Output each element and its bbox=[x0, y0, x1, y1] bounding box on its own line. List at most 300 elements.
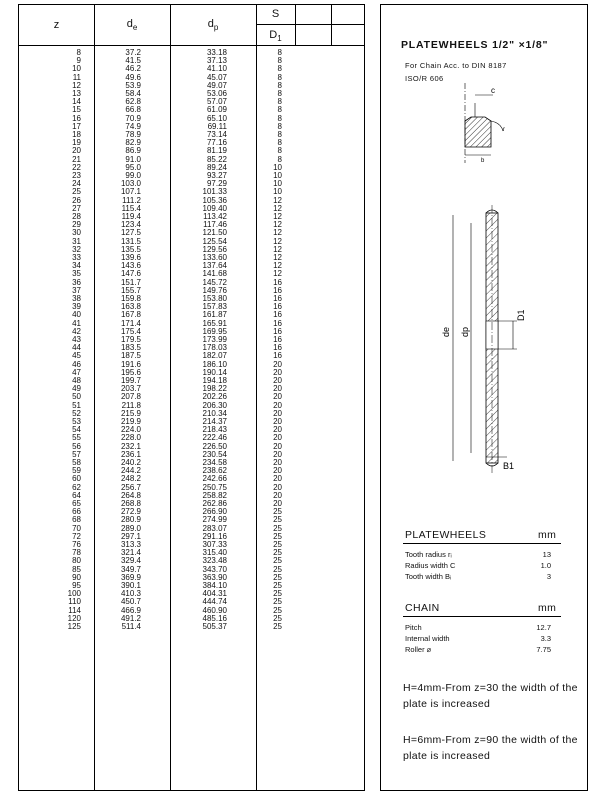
cell-z: 90 bbox=[72, 572, 81, 582]
table-row bbox=[19, 262, 364, 270]
chain-property-label: Roller ⌀ bbox=[405, 645, 432, 654]
table-row bbox=[19, 82, 364, 90]
cell-s: 16 bbox=[273, 302, 282, 312]
cell-dp: 186.10 bbox=[202, 359, 227, 369]
cell-z: 13 bbox=[72, 89, 81, 98]
cell-s: 8 bbox=[277, 64, 282, 74]
cell-dp: 194.18 bbox=[202, 376, 227, 385]
cell-s: 16 bbox=[273, 335, 282, 344]
cell-z: 27 bbox=[72, 203, 81, 213]
cell-s: 12 bbox=[273, 212, 282, 221]
cell-s: 16 bbox=[273, 326, 282, 336]
cell-de: 349.7 bbox=[120, 564, 141, 574]
cell-de: 163.8 bbox=[120, 302, 141, 312]
cell-z: 110 bbox=[68, 597, 81, 607]
cell-z: 60 bbox=[72, 474, 81, 484]
cell-z: 64 bbox=[72, 490, 81, 500]
cell-s: 10 bbox=[273, 187, 282, 197]
table-row bbox=[19, 369, 364, 377]
cell-de: 74.9 bbox=[125, 121, 141, 131]
cell-s: 8 bbox=[277, 56, 282, 66]
table-row bbox=[19, 549, 364, 557]
cell-dp: 41.10 bbox=[206, 64, 227, 74]
cell-dp: 274.99 bbox=[202, 515, 227, 525]
cell-dp: 141.68 bbox=[202, 269, 227, 279]
cell-dp: 117.46 bbox=[203, 220, 227, 230]
cell-de: 46.2 bbox=[125, 64, 141, 74]
dimension-table bbox=[18, 4, 365, 791]
platewheels-property-label: Tooth width Bᵢ bbox=[405, 572, 452, 581]
cell-de: 256.7 bbox=[120, 482, 141, 492]
cell-s: 8 bbox=[277, 154, 282, 164]
platewheels-property-label: Tooth radius rᵢ bbox=[405, 550, 452, 559]
cell-z: 120 bbox=[67, 613, 81, 623]
cell-de: 53.9 bbox=[125, 80, 141, 90]
cell-s: 20 bbox=[273, 449, 282, 459]
cell-z: 66 bbox=[72, 507, 81, 517]
cell-de: 167.8 bbox=[120, 310, 141, 320]
cell-de: 171.4 bbox=[120, 318, 141, 328]
cell-dp: 149.76 bbox=[202, 285, 227, 295]
cell-z: 58 bbox=[72, 458, 81, 467]
cell-dp: 165.91 bbox=[202, 318, 227, 328]
cell-dp: 182.07 bbox=[202, 351, 227, 361]
cell-s: 20 bbox=[273, 441, 282, 451]
cell-dp: 61.09 bbox=[206, 105, 227, 115]
table-row bbox=[19, 402, 364, 410]
cell-dp: 49.07 bbox=[206, 80, 227, 90]
cell-z: 9 bbox=[76, 56, 81, 66]
wheel-profile-drawing bbox=[441, 205, 561, 480]
label-b: b bbox=[481, 158, 485, 164]
cell-s: 8 bbox=[277, 113, 282, 123]
cell-dp: 129.56 bbox=[202, 244, 227, 254]
cell-dp: 33.18 bbox=[206, 48, 227, 57]
cell-dp: 57.07 bbox=[206, 97, 227, 107]
table-row bbox=[19, 49, 364, 57]
table-row bbox=[19, 221, 364, 229]
header-divider bbox=[256, 24, 364, 25]
cell-de: 135.5 bbox=[120, 244, 141, 254]
cell-dp: 218.43 bbox=[202, 425, 227, 435]
cell-z: 47 bbox=[72, 367, 81, 377]
cell-z: 11 bbox=[72, 72, 81, 82]
cell-dp: 77.16 bbox=[206, 138, 227, 148]
iso-standard: ISO/R 606 bbox=[405, 74, 444, 83]
cell-s: 25 bbox=[273, 540, 282, 549]
cell-dp: 226.50 bbox=[202, 441, 227, 451]
table-row bbox=[19, 287, 364, 295]
cell-dp: 190.14 bbox=[202, 367, 227, 377]
cell-dp: 173.99 bbox=[202, 335, 227, 344]
table-row bbox=[19, 574, 364, 582]
cell-s: 25 bbox=[273, 613, 282, 623]
table-row bbox=[19, 139, 364, 147]
cell-de: 86.9 bbox=[125, 146, 141, 156]
table-row bbox=[19, 229, 364, 237]
section-underline bbox=[403, 543, 561, 544]
cell-z: 100 bbox=[67, 589, 81, 599]
cell-dp: 157.83 bbox=[202, 302, 227, 312]
cell-s: 12 bbox=[273, 195, 282, 205]
table-row bbox=[19, 525, 364, 533]
cell-z: 72 bbox=[72, 531, 81, 541]
cell-z: 19 bbox=[72, 138, 81, 148]
cell-dp: 258.82 bbox=[202, 490, 227, 500]
cell-dp: 505.37 bbox=[202, 622, 227, 631]
cell-z: 23 bbox=[72, 171, 81, 180]
cell-z: 39 bbox=[72, 302, 81, 312]
chain-property-value: 7.75 bbox=[536, 645, 551, 654]
cell-de: 297.1 bbox=[120, 531, 141, 541]
table-row bbox=[19, 484, 364, 492]
cell-z: 56 bbox=[72, 441, 81, 451]
cell-s: 16 bbox=[273, 343, 282, 353]
chain-heading: CHAIN bbox=[405, 602, 440, 614]
table-row bbox=[19, 352, 364, 360]
cell-de: 224.0 bbox=[120, 425, 141, 435]
table-row bbox=[19, 320, 364, 328]
info-panel bbox=[380, 4, 588, 791]
cell-z: 57 bbox=[72, 449, 81, 459]
cell-s: 25 bbox=[273, 556, 282, 566]
cell-dp: 250.75 bbox=[202, 482, 227, 492]
note-h4: H=4mm-From z=30 the width of the plate is increased bbox=[403, 682, 578, 710]
table-row bbox=[19, 270, 364, 278]
cell-z: 52 bbox=[72, 408, 81, 418]
cell-z: 29 bbox=[72, 220, 81, 230]
cell-de: 211.8 bbox=[121, 400, 141, 410]
cell-z: 55 bbox=[72, 433, 81, 443]
cell-dp: 97.29 bbox=[206, 179, 227, 189]
header-dp: $d_p$ bbox=[207, 18, 219, 33]
table-row bbox=[19, 385, 364, 393]
table-row bbox=[19, 451, 364, 459]
cell-s: 16 bbox=[273, 351, 282, 361]
cell-z: 59 bbox=[72, 466, 81, 476]
chain-unit: mm bbox=[538, 602, 557, 614]
platewheels-heading: PLATEWHEELS bbox=[405, 529, 487, 541]
cell-s: 10 bbox=[273, 179, 282, 189]
table-row bbox=[19, 115, 364, 123]
cell-s: 25 bbox=[273, 564, 282, 574]
cell-de: 62.8 bbox=[125, 97, 141, 107]
table-row bbox=[19, 295, 364, 303]
cell-z: 41 bbox=[72, 318, 81, 328]
cell-s: 10 bbox=[273, 171, 282, 180]
cell-s: 10 bbox=[273, 162, 282, 172]
radius-arc bbox=[491, 121, 503, 131]
cell-dp: 125.54 bbox=[202, 236, 227, 246]
column-divider bbox=[295, 5, 296, 45]
cell-de: 49.6 bbox=[125, 72, 141, 82]
cell-s: 20 bbox=[273, 490, 282, 500]
table-row bbox=[19, 533, 364, 541]
cell-de: 228.0 bbox=[120, 433, 141, 443]
cell-s: 12 bbox=[273, 220, 282, 230]
cell-de: 41.5 bbox=[125, 56, 141, 66]
cell-s: 20 bbox=[273, 417, 282, 426]
section-underline bbox=[403, 616, 561, 617]
cell-de: 207.8 bbox=[120, 392, 141, 402]
cell-z: 26 bbox=[72, 195, 81, 205]
cell-dp: 262.86 bbox=[202, 499, 227, 508]
cell-s: 8 bbox=[277, 146, 282, 156]
chain-property-value: 12.7 bbox=[536, 623, 551, 632]
label-de: de bbox=[441, 326, 451, 337]
cell-de: 82.9 bbox=[125, 138, 141, 148]
table-row bbox=[19, 172, 364, 180]
table-row bbox=[19, 180, 364, 188]
cell-de: 179.5 bbox=[120, 335, 141, 344]
table-row bbox=[19, 131, 364, 139]
cell-de: 143.6 bbox=[120, 261, 141, 271]
cell-s: 20 bbox=[273, 482, 282, 492]
table-row bbox=[19, 238, 364, 246]
cell-z: 43 bbox=[72, 335, 81, 344]
table-row bbox=[19, 213, 364, 221]
platewheels-property-value: 3 bbox=[546, 572, 551, 581]
cell-de: 139.6 bbox=[120, 253, 141, 262]
cell-de: 151.7 bbox=[120, 277, 141, 287]
cell-dp: 109.40 bbox=[202, 203, 227, 213]
cell-s: 12 bbox=[273, 228, 282, 238]
cell-s: 25 bbox=[273, 515, 282, 525]
cell-s: 25 bbox=[273, 507, 282, 517]
cell-dp: 363.90 bbox=[202, 572, 227, 582]
table-row bbox=[19, 443, 364, 451]
cell-z: 17 bbox=[72, 121, 81, 131]
header-z: z bbox=[53, 19, 60, 31]
cell-de: 37.2 bbox=[125, 48, 141, 57]
cell-dp: 69.11 bbox=[207, 121, 227, 131]
cell-s: 8 bbox=[277, 121, 282, 131]
cell-s: 20 bbox=[273, 466, 282, 476]
cell-dp: 105.36 bbox=[202, 195, 227, 205]
table-row bbox=[19, 434, 364, 442]
cell-de: 264.8 bbox=[120, 490, 141, 500]
cell-z: 37 bbox=[72, 285, 81, 295]
table-row bbox=[19, 254, 364, 262]
label-r: r bbox=[503, 127, 505, 133]
cell-dp: 153.80 bbox=[202, 294, 227, 303]
table-row bbox=[19, 311, 364, 319]
cell-dp: 323.48 bbox=[202, 556, 227, 566]
cell-de: 58.4 bbox=[125, 89, 141, 98]
cell-dp: 45.07 bbox=[206, 72, 227, 82]
platewheels-property-value: 13 bbox=[542, 550, 551, 559]
cell-de: 103.0 bbox=[120, 179, 141, 189]
cell-de: 119.4 bbox=[121, 212, 141, 221]
cell-s: 20 bbox=[273, 458, 282, 467]
cell-de: 236.1 bbox=[120, 449, 141, 459]
cell-dp: 85.22 bbox=[206, 154, 227, 164]
cell-z: 15 bbox=[72, 105, 81, 115]
cell-de: 244.2 bbox=[120, 466, 141, 476]
cell-dp: 133.60 bbox=[202, 253, 227, 262]
cell-de: 199.7 bbox=[120, 376, 141, 385]
table-row bbox=[19, 156, 364, 164]
chain-property-label: Internal width bbox=[405, 634, 450, 643]
cell-s: 8 bbox=[277, 138, 282, 148]
tooth-detail-drawing bbox=[451, 81, 531, 166]
cell-z: 22 bbox=[72, 162, 81, 172]
cell-dp: 307.33 bbox=[202, 540, 227, 549]
cell-dp: 460.90 bbox=[202, 605, 227, 615]
table-row bbox=[19, 467, 364, 475]
cell-de: 203.7 bbox=[120, 384, 141, 394]
table-row bbox=[19, 246, 364, 254]
header-s: S bbox=[271, 8, 280, 20]
table-row bbox=[19, 344, 364, 352]
cell-s: 8 bbox=[277, 48, 282, 57]
cell-z: 35 bbox=[72, 269, 81, 279]
cell-dp: 37.13 bbox=[206, 56, 227, 66]
cell-de: 268.8 bbox=[120, 499, 141, 508]
cell-z: 95 bbox=[72, 581, 81, 590]
cell-z: 40 bbox=[72, 310, 81, 320]
cell-de: 215.9 bbox=[120, 408, 141, 418]
cell-s: 20 bbox=[273, 408, 282, 418]
cell-dp: 283.07 bbox=[202, 523, 227, 533]
cell-z: 62 bbox=[72, 482, 81, 492]
cell-dp: 169.95 bbox=[202, 326, 227, 336]
cell-dp: 210.34 bbox=[202, 408, 227, 418]
cell-dp: 198.22 bbox=[202, 384, 227, 394]
cell-dp: 178.03 bbox=[202, 343, 227, 353]
column-divider bbox=[331, 5, 332, 45]
cell-s: 12 bbox=[273, 253, 282, 262]
cell-de: 272.9 bbox=[120, 507, 141, 517]
table-row bbox=[19, 492, 364, 500]
cell-z: 24 bbox=[72, 179, 81, 189]
table-row bbox=[19, 426, 364, 434]
cell-s: 25 bbox=[273, 572, 282, 582]
cell-de: 111.2 bbox=[122, 195, 141, 205]
cell-s: 20 bbox=[273, 392, 282, 402]
cell-s: 20 bbox=[273, 376, 282, 385]
cell-z: 8 bbox=[76, 48, 81, 57]
cell-s: 25 bbox=[273, 531, 282, 541]
cell-de: 123.4 bbox=[120, 220, 141, 230]
cell-de: 95.0 bbox=[125, 162, 141, 172]
cell-dp: 161.87 bbox=[202, 310, 227, 320]
table-row bbox=[19, 361, 364, 369]
cell-de: 410.3 bbox=[120, 589, 141, 599]
table-row bbox=[19, 147, 364, 155]
cell-s: 25 bbox=[273, 605, 282, 615]
cell-dp: 404.31 bbox=[202, 589, 227, 599]
platewheels-unit: mm bbox=[538, 529, 557, 541]
cell-dp: 93.27 bbox=[206, 171, 227, 180]
chain-property-label: Pitch bbox=[405, 623, 422, 632]
label-b1: B1 bbox=[503, 461, 515, 471]
cell-de: 107.1 bbox=[120, 187, 141, 197]
cell-dp: 266.90 bbox=[202, 507, 227, 517]
cell-s: 20 bbox=[273, 384, 282, 394]
cell-s: 12 bbox=[273, 203, 282, 213]
cell-z: 31 bbox=[72, 236, 81, 246]
cell-dp: 214.37 bbox=[202, 417, 227, 426]
cell-de: 491.2 bbox=[120, 613, 141, 623]
cell-s: 25 bbox=[273, 597, 282, 607]
cell-z: 14 bbox=[72, 97, 81, 107]
cell-de: 450.7 bbox=[120, 597, 141, 607]
cell-s: 25 bbox=[273, 523, 282, 533]
cell-de: 240.2 bbox=[120, 458, 141, 467]
table-row bbox=[19, 500, 364, 508]
cell-z: 125 bbox=[67, 622, 81, 631]
cell-dp: 222.46 bbox=[202, 433, 227, 443]
cell-s: 8 bbox=[277, 97, 282, 107]
table-row bbox=[19, 623, 364, 631]
cell-dp: 202.26 bbox=[202, 392, 227, 402]
table-row bbox=[19, 557, 364, 565]
cell-dp: 137.64 bbox=[202, 261, 227, 271]
cell-z: 30 bbox=[72, 228, 81, 238]
cell-s: 12 bbox=[273, 261, 282, 271]
platewheels-property-label: Radius width C bbox=[405, 561, 456, 570]
cell-s: 8 bbox=[277, 130, 282, 139]
cell-de: 70.9 bbox=[125, 113, 141, 123]
note-h6: H=6mm-From z=90 the width of the plate is increased bbox=[403, 734, 578, 762]
cell-z: 10 bbox=[72, 64, 81, 74]
cell-dp: 230.54 bbox=[202, 449, 227, 459]
cell-de: 511.4 bbox=[121, 622, 141, 631]
cell-s: 8 bbox=[277, 72, 282, 82]
cell-de: 91.0 bbox=[125, 154, 141, 164]
cell-z: 44 bbox=[72, 343, 81, 353]
table-row bbox=[19, 279, 364, 287]
cell-z: 50 bbox=[72, 392, 81, 402]
cell-de: 369.9 bbox=[120, 572, 141, 582]
table-row bbox=[19, 377, 364, 385]
cell-de: 219.9 bbox=[120, 417, 141, 426]
cell-z: 45 bbox=[72, 351, 81, 361]
cell-dp: 101.33 bbox=[202, 187, 227, 197]
cell-de: 183.5 bbox=[120, 343, 141, 353]
cell-s: 16 bbox=[273, 294, 282, 303]
cell-dp: 53.06 bbox=[206, 89, 227, 98]
cell-z: 42 bbox=[72, 326, 81, 336]
cell-z: 114 bbox=[68, 605, 81, 615]
chain-standard: For Chain Acc. to DIN 8187 bbox=[405, 61, 507, 70]
cell-z: 34 bbox=[72, 261, 81, 271]
cell-s: 20 bbox=[273, 499, 282, 508]
label-dp: dp bbox=[460, 326, 470, 337]
table-row bbox=[19, 328, 364, 336]
cell-de: 321.4 bbox=[120, 548, 141, 558]
cell-de: 115.4 bbox=[121, 203, 141, 213]
cell-de: 155.7 bbox=[120, 285, 141, 295]
cell-s: 8 bbox=[277, 80, 282, 90]
cell-de: 127.5 bbox=[120, 228, 141, 238]
cell-dp: 485.16 bbox=[202, 613, 227, 623]
table-row bbox=[19, 336, 364, 344]
table-row bbox=[19, 74, 364, 82]
platewheels-property-value: 1.0 bbox=[540, 561, 551, 570]
cell-de: 175.4 bbox=[120, 326, 141, 336]
cell-z: 46 bbox=[72, 359, 81, 369]
cell-z: 54 bbox=[72, 425, 81, 435]
cell-z: 49 bbox=[72, 384, 81, 394]
cell-z: 78 bbox=[72, 548, 81, 558]
cell-s: 20 bbox=[273, 474, 282, 484]
tooth-section bbox=[465, 117, 491, 147]
cell-z: 76 bbox=[72, 540, 81, 549]
cell-s: 25 bbox=[273, 622, 282, 631]
cell-s: 16 bbox=[273, 277, 282, 287]
